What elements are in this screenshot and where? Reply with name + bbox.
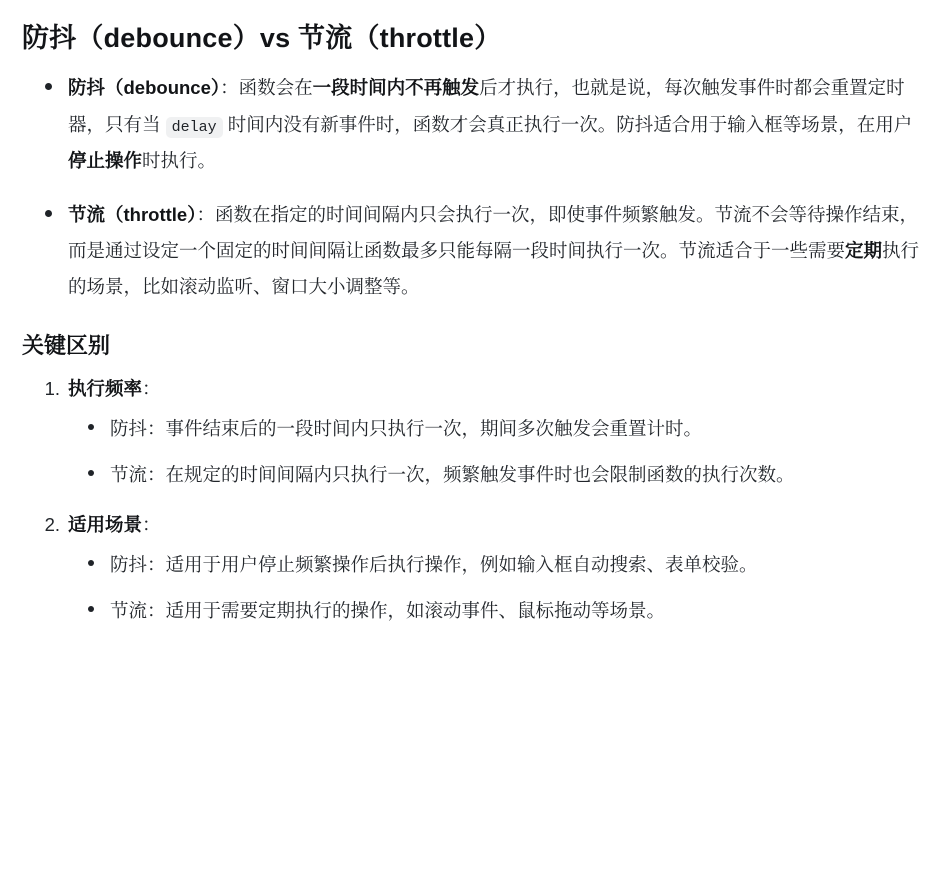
item-label: 适用场景 [68, 513, 143, 535]
definition-text-4: 时执行。 [142, 149, 217, 171]
emphasis-1: 定期 [845, 239, 883, 261]
definition-text-1: 函数会在 [238, 77, 313, 99]
sub-list [68, 411, 922, 493]
item-label: 执行频率 [68, 377, 143, 399]
definition-list [22, 70, 922, 304]
bullet-icon [45, 83, 52, 90]
list-item [68, 411, 922, 447]
separator: ： [142, 513, 161, 535]
sub-item-text: 节流：在规定的时间间隔内只执行一次，频繁触发事件时也会限制函数的执行次数。 [110, 463, 795, 485]
code-delay: delay [166, 117, 223, 138]
list-item [68, 593, 922, 629]
definition-text-1: 函数在指定的时间间隔内只会执行一次，即使事件频繁触发。节流不会等待操作结束，而是通过设定一个固定的时间间隔让函数最多只能每隔一段时间执行一次。节流适合于一些需要 [68, 203, 918, 261]
definition-text-2: 后才执行，也就是说，每次触发事件时都会重置定时器，只有当 [68, 77, 905, 135]
list-number: 1. [44, 377, 60, 399]
separator: ： [220, 77, 239, 99]
definition-text-2: 执行的场景，比如滚动监听、窗口大小调整等。 [68, 239, 920, 297]
bullet-icon [88, 560, 94, 566]
emphasis-1: 一段时间内不再触发 [312, 77, 480, 99]
bullet-icon [88, 606, 94, 612]
section-title-key-differences: 关键区别 [22, 332, 111, 358]
bullet-icon [45, 210, 52, 217]
sub-list [68, 547, 922, 629]
list-item [22, 70, 922, 178]
term-debounce: 防抖（debounce） [68, 77, 221, 99]
sub-item-text: 防抖：事件结束后的一段时间内只执行一次，期间多次触发会重置计时。 [110, 417, 703, 439]
page-title: 防抖（debounce）vs 节流（throttle） [22, 23, 502, 53]
definition-throttle [68, 204, 919, 297]
definition-debounce [68, 77, 912, 170]
list-number: 2. [44, 513, 60, 535]
term-throttle: 节流（throttle） [68, 203, 197, 225]
list-item [22, 197, 922, 305]
list-item [44, 507, 922, 629]
sub-item-text: 节流：适用于需要定期执行的操作，如滚动事件、鼠标拖动等场景。 [110, 599, 666, 621]
emphasis-2: 停止操作 [68, 149, 143, 171]
list-item [68, 457, 922, 493]
separator: ： [196, 203, 215, 225]
separator: ： [142, 377, 161, 399]
list-item [44, 371, 922, 493]
definition-text-3: 时间内没有新事件时，函数才会真正执行一次。防抖适合用于输入框等场景，在用户 [222, 113, 913, 135]
bullet-icon [88, 470, 94, 476]
sub-item-text: 防抖：适用于用户停止频繁操作后执行操作，例如输入框自动搜索、表单校验。 [110, 553, 758, 575]
bullet-icon [88, 424, 94, 430]
key-differences-list [22, 371, 922, 629]
list-item [68, 547, 922, 583]
